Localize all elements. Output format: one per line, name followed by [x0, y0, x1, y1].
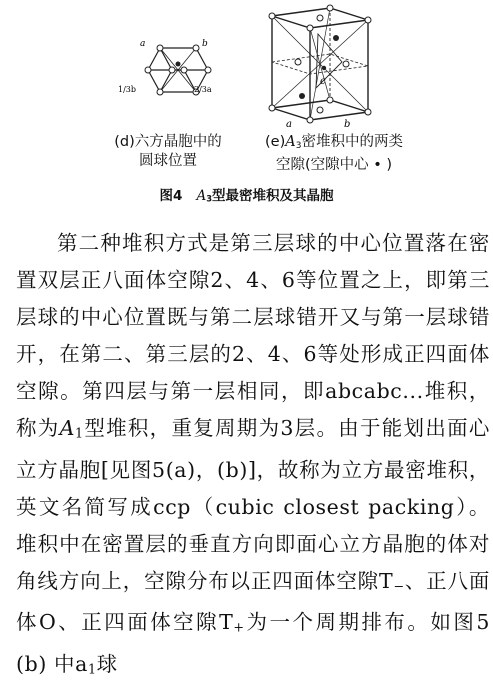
label-1-3b: 1/3b [118, 85, 136, 94]
hexagonal-cell-diagram [118, 30, 228, 110]
label-a-cell: a [286, 119, 292, 130]
label-b-cell: b [344, 119, 351, 130]
label-2-3a: 2/3a [194, 85, 212, 94]
figure-area [0, 0, 493, 215]
caption-d: (d)六方晶胞中的 圆球位置 [114, 134, 222, 169]
label-b: b [202, 39, 208, 49]
a3-packing-diagram [258, 4, 378, 128]
body-paragraph: 第二种堆积方式是第三层球的中心位置落在密置双层正八面体空隙2、4、6等位置之上，即第三层球的中心位置既与第二层球错开又与第一层球错开，在第二、第三层的2、4、6等处形成正四面体空隙。第四层与第一层相同，即abcabc...堆积，称为A1型堆积，重复周期为3层。由于能划出面心立方晶胞[见图5(a)，(b)]，故称为立方最密堆积，英文名简写成ccp（cubic closest packing）。堆积中在密置层的垂直方向即面心立方晶胞的体对角线方向上，空隙分布以正四面体空隙T−、正八面体O、正四面体空隙T+为一个周期排布。如图5 (b) 中a1球 [16, 231, 490, 677]
caption-e: $(e)A_3$密堆积中的两类 空隙(空隙中心 • ) [265, 134, 403, 173]
label-c: c [320, 76, 326, 87]
label-a: a [140, 39, 146, 49]
figure-title: 图4 $A_3$型最密堆积及其晶胞 [159, 188, 334, 204]
